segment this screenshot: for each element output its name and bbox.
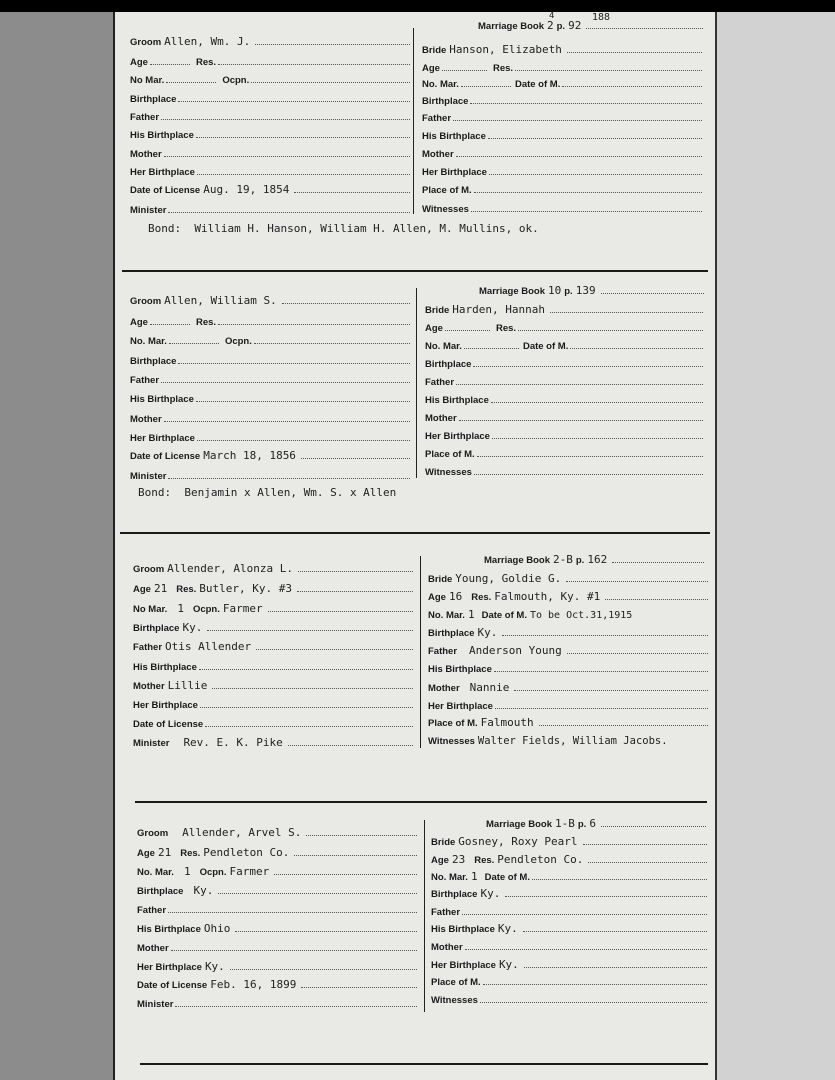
groom-age: 21 xyxy=(153,582,168,595)
groom-name: Allender, Alonza L. xyxy=(167,562,293,575)
bride-mother-row: Mother xyxy=(431,941,707,954)
bride-father-row: Father xyxy=(431,906,707,919)
minister-row: Minister Rev. E. K. Pike xyxy=(133,737,413,750)
bride-row: Bride Young, Goldie G. xyxy=(428,573,708,586)
groom-nomar-row: No Mar. 1 Ocpn. Farmer xyxy=(133,603,413,616)
bride-age-row: Age Res. xyxy=(422,62,702,75)
groom-nomar-row: No. Mar. 1 Ocpn. Farmer xyxy=(137,866,417,879)
marriage-book-number: 2-B xyxy=(553,553,573,566)
groom-age: 21 xyxy=(157,846,172,859)
corner-note: 188 xyxy=(592,12,611,23)
record-separator xyxy=(120,532,710,534)
place-of-m-row: Place of M. xyxy=(431,976,707,989)
bond-text: William H. Hanson, William H. Allen, M. Mullins, ok. xyxy=(194,222,539,235)
groom-mother-row: Mother xyxy=(130,148,410,161)
groom-her-birthplace-row: Her Birthplace xyxy=(133,699,413,712)
groom-birthplace: Ky. xyxy=(193,884,214,897)
groom-her-birthplace-row: Her Birthplace xyxy=(130,432,410,445)
marriage-book-number: 1-B xyxy=(555,817,575,830)
bride-nomar-row: No. Mar. 1 Date of M. xyxy=(431,871,707,884)
bride-her-birthplace-row: Her Birthplace Ky. xyxy=(431,959,707,972)
marriage-book-row: Marriage Book 10 p. 139 xyxy=(479,285,704,298)
bride-name: Young, Goldie G. xyxy=(455,572,562,585)
groom-occupation: Farmer xyxy=(229,865,270,878)
scan-right-margin xyxy=(716,12,835,1080)
place-of-marriage: Falmouth xyxy=(480,716,534,729)
date-of-license: Aug. 19, 1854 xyxy=(203,183,290,196)
witnesses-row: Witnesses xyxy=(422,203,702,216)
scan-left-margin xyxy=(0,12,113,1080)
bride-mother-row: Mother xyxy=(425,412,703,425)
marriage-book-number: 2 xyxy=(547,19,554,32)
date-of-license-row: Date of License xyxy=(133,718,413,731)
marriage-book-number: 10 xyxy=(548,284,562,297)
sheet-left-edge xyxy=(113,12,115,1080)
groom-her-birthplace: Ky. xyxy=(204,960,225,973)
groom-her-birthplace-row: Her Birthplace xyxy=(130,166,410,179)
groom-father: Otis Allender xyxy=(165,640,252,653)
groom-row: Groom Allender, Alonza L. xyxy=(133,563,413,576)
column-divider xyxy=(416,288,417,478)
groom-mother-row: Mother xyxy=(137,942,417,955)
bride-her-birthplace-row: Her Birthplace xyxy=(422,166,702,179)
groom-father-row: Father xyxy=(130,374,410,387)
bride-his-birthplace-row: His Birthplace Ky. xyxy=(431,923,707,936)
bride-father-row: Father xyxy=(425,376,703,389)
groom-no-mar: 1 xyxy=(183,865,191,878)
groom-father-row: Father Otis Allender xyxy=(133,641,413,654)
bride-no-mar: 1 xyxy=(467,608,475,621)
bride-birthplace-row: Birthplace xyxy=(422,95,702,108)
bride-birthplace: Ky. xyxy=(477,626,498,639)
record-separator xyxy=(140,1063,708,1065)
groom-age-row: Age 21 Res. Butler, Ky. #3 xyxy=(133,583,413,596)
column-divider xyxy=(424,820,425,1012)
book-superscript: 4 xyxy=(549,11,555,21)
date-of-license: Feb. 16, 1899 xyxy=(210,978,297,991)
bride-row: Bride Gosney, Roxy Pearl xyxy=(431,836,707,849)
column-divider xyxy=(413,28,414,214)
bride-birthplace-row: Birthplace xyxy=(425,358,703,371)
marriage-book-page: 92 xyxy=(568,19,582,32)
groom-father-row: Father xyxy=(137,904,417,917)
sheet-right-edge xyxy=(715,12,717,1080)
bride-name: Hanson, Elizabeth xyxy=(449,43,562,56)
bride-her-birthplace-row: Her Birthplace xyxy=(425,430,703,443)
groom-nomar-row: No Mar. Ocpn. xyxy=(130,74,410,87)
bride-his-birthplace: Ky. xyxy=(497,922,518,935)
place-of-m-row: Place of M. Falmouth xyxy=(428,717,708,730)
bond-text: Benjamin x Allen, Wm. S. x Allen xyxy=(184,486,397,499)
groom-birthplace-row: Birthplace Ky. xyxy=(133,622,413,635)
bride-nomar-row: No. Mar. 1 Date of M. To be Oct.31,1915 xyxy=(428,608,633,621)
bride-nomar-row: No. Mar. Date of M. xyxy=(425,340,703,353)
marriage-book-page: 162 xyxy=(587,553,608,566)
groom-row: Groom Allen, Wm. J. xyxy=(130,36,410,49)
groom-mother-row: Mother Lillie xyxy=(133,680,413,693)
witnesses-row: Witnesses xyxy=(425,466,703,479)
place-of-m-row: Place of M. xyxy=(422,184,702,197)
marriage-book-row: Marriage Book 2-B p. 162 xyxy=(484,554,704,567)
groom-mother: Lillie xyxy=(167,679,208,692)
marriage-book-row: Marriage Book 1-B p. 6 xyxy=(486,818,706,831)
groom-his-birthplace-row: His Birthplace xyxy=(130,129,410,142)
groom-his-birthplace-row: His Birthplace Ohio xyxy=(137,923,417,936)
date-of-license-row: Date of License Aug. 19, 1854 xyxy=(130,184,410,197)
groom-birthplace-row: Birthplace xyxy=(130,93,410,106)
bride-age-row: Age 16 Res. Falmouth, Ky. #1 xyxy=(428,591,708,604)
place-of-m-row: Place of M. xyxy=(425,448,703,461)
bride-father: Anderson Young xyxy=(469,644,562,657)
bride-his-birthplace-row: His Birthplace xyxy=(422,130,702,143)
date-of-marriage: To be Oct.31,1915 xyxy=(529,610,633,621)
groom-his-birthplace-row: His Birthplace xyxy=(130,393,410,406)
groom-row: Groom Allen, William S. xyxy=(130,295,410,308)
bride-residence: Pendleton Co. xyxy=(497,853,584,866)
bride-row: Bride Harden, Hannah xyxy=(425,304,703,317)
groom-nomar-row: No. Mar. Ocpn. xyxy=(130,335,410,348)
witnesses-row: Witnesses Walter Fields, William Jacobs. xyxy=(428,735,668,747)
groom-row: Groom Allender, Arvel S. xyxy=(137,827,417,840)
groom-his-birthplace: Ohio xyxy=(203,922,231,935)
bride-age-row: Age 23 Res. Pendleton Co. xyxy=(431,854,707,867)
groom-name: Allen, Wm. J. xyxy=(164,35,251,48)
bride-father-row: Father xyxy=(422,112,702,125)
bride-name: Gosney, Roxy Pearl xyxy=(458,835,578,848)
minister-row: Minister xyxy=(130,204,410,217)
groom-name: Allen, William S. xyxy=(164,294,277,307)
bride-her-birthplace: Ky. xyxy=(498,958,519,971)
groom-residence: Pendleton Co. xyxy=(203,846,290,859)
bride-mother: Nannie xyxy=(469,681,510,694)
minister-row: Minister xyxy=(130,470,410,483)
groom-occupation: Farmer xyxy=(222,602,263,615)
bride-mother-row: Mother xyxy=(422,148,702,161)
bride-father-row: Father Anderson Young xyxy=(428,645,708,658)
bond-line: Bond: Benjamin x Allen, Wm. S. x Allen xyxy=(138,486,397,499)
groom-birthplace-row: Birthplace Ky. xyxy=(137,885,417,898)
date-of-license-row: Date of License March 18, 1856 xyxy=(130,450,410,463)
bride-nomar-row: No. Mar. Date of M. xyxy=(422,78,702,91)
marriage-book-page: 139 xyxy=(575,284,596,297)
bride-name: Harden, Hannah xyxy=(452,303,546,316)
bride-her-birthplace-row: Her Birthplace xyxy=(428,700,708,713)
bride-age: 16 xyxy=(448,590,463,603)
groom-birthplace: Ky. xyxy=(182,621,203,634)
bride-no-mar: 1 xyxy=(470,870,478,883)
bride-row: Bride Hanson, Elizabeth xyxy=(422,44,702,57)
scan-top-border xyxy=(0,0,835,12)
column-divider xyxy=(420,556,421,748)
groom-mother-row: Mother xyxy=(130,413,410,426)
minister-name: Rev. E. K. Pike xyxy=(183,736,283,749)
bride-birthplace: Ky. xyxy=(480,887,501,900)
groom-no-mar: 1 xyxy=(177,602,184,615)
bride-birthplace-row: Birthplace Ky. xyxy=(431,888,707,901)
witnesses-row: Witnesses xyxy=(431,994,707,1007)
record-separator xyxy=(122,270,708,272)
groom-age-row: Age 21 Res. Pendleton Co. xyxy=(137,847,417,860)
groom-residence: Butler, Ky. #3 xyxy=(199,582,292,595)
marriage-book-row: Marriage Book 4 2 p. 92 xyxy=(478,20,703,33)
bride-age: 23 xyxy=(451,853,466,866)
date-of-license: March 18, 1856 xyxy=(203,449,296,462)
bride-birthplace-row: Birthplace Ky. xyxy=(428,627,708,640)
groom-birthplace-row: Birthplace xyxy=(130,355,410,368)
bride-age-row: Age Res. xyxy=(425,322,703,335)
marriage-book-page: 6 xyxy=(589,817,596,830)
minister-row: Minister xyxy=(137,998,417,1011)
bride-residence: Falmouth, Ky. #1 xyxy=(494,590,601,603)
record-separator xyxy=(135,801,707,803)
groom-age-row: Age Res. xyxy=(130,56,410,69)
bride-his-birthplace-row: His Birthplace xyxy=(428,663,708,676)
bride-mother-row: Mother Nannie xyxy=(428,682,708,695)
groom-name: Allender, Arvel S. xyxy=(182,826,302,839)
groom-father-row: Father xyxy=(130,111,410,124)
groom-his-birthplace-row: His Birthplace xyxy=(133,661,413,674)
date-of-license-row: Date of License Feb. 16, 1899 xyxy=(137,979,417,992)
bride-his-birthplace-row: His Birthplace xyxy=(425,394,703,407)
groom-age-row: Age Res. xyxy=(130,316,410,329)
groom-her-birthplace-row: Her Birthplace Ky. xyxy=(137,961,417,974)
bond-line: Bond: William H. Hanson, William H. Allen, M. Mullins, ok. xyxy=(148,222,539,235)
witnesses-names: Walter Fields, William Jacobs. xyxy=(477,735,668,747)
